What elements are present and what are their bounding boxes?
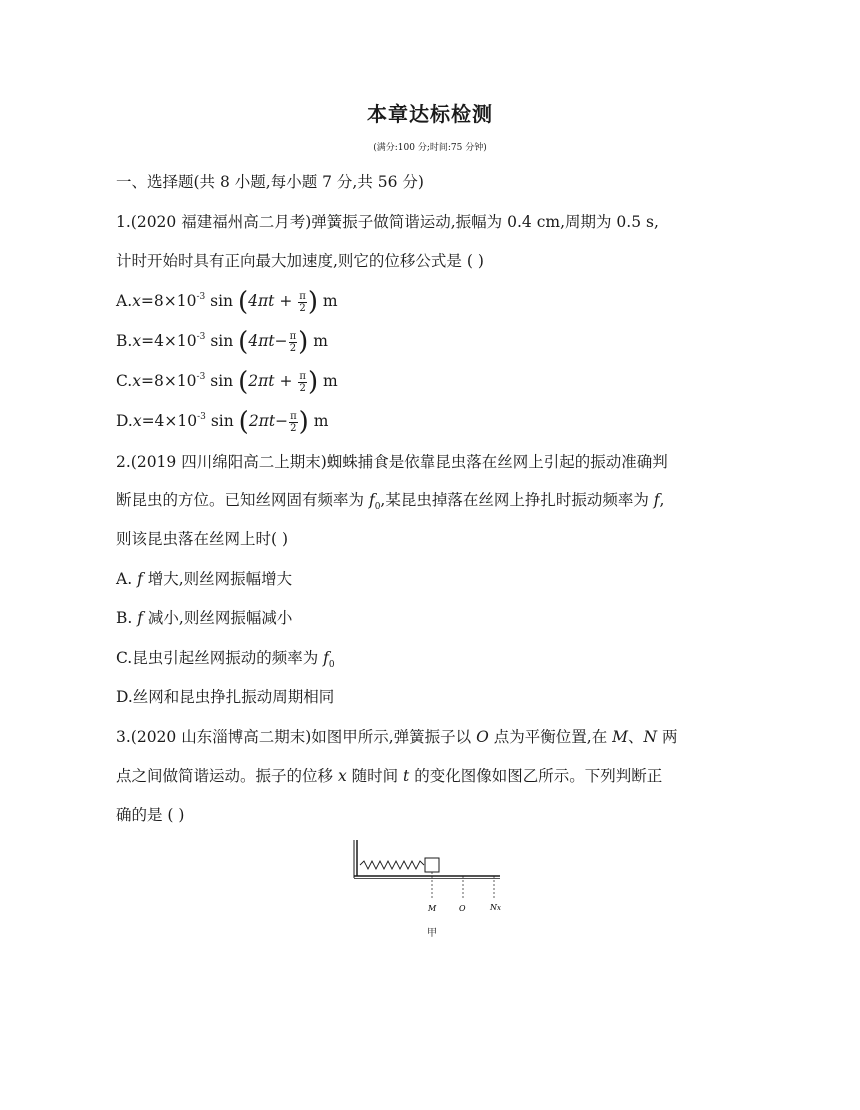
q2-stem-line-3: 则该昆虫落在丝网上时( ) bbox=[116, 530, 289, 548]
exponent: -3 bbox=[197, 412, 206, 422]
fraction bbox=[289, 411, 298, 434]
q1-stem-line-2: 计时开始时具有正向最大加速度,则它的位移公式是 ( ) bbox=[116, 252, 484, 270]
fraction bbox=[298, 291, 307, 314]
fraction-denominator: 2 bbox=[299, 382, 306, 394]
coefficient: =4×10 bbox=[141, 412, 198, 430]
section-heading: 一、选择题(共 8 小题,每小题 7 分,共 56 分) bbox=[116, 173, 424, 191]
fraction-denominator: 2 bbox=[289, 342, 297, 354]
var-f: f bbox=[137, 609, 143, 627]
phase-expr: 2πt + bbox=[248, 372, 298, 390]
exponent: -3 bbox=[196, 292, 206, 302]
paren-left: ( bbox=[237, 287, 249, 317]
var-x: x bbox=[132, 372, 141, 390]
q1-option-d bbox=[116, 407, 329, 437]
q2-stem-line-2 bbox=[116, 490, 664, 517]
text-run: 点为平衡位置,在 bbox=[488, 728, 613, 746]
paren-right: ) bbox=[307, 287, 318, 317]
q2-option-a bbox=[116, 569, 292, 589]
var-f: f bbox=[368, 491, 375, 509]
unit: m bbox=[308, 412, 329, 430]
fraction-numerator: π bbox=[299, 290, 306, 302]
text-run: 随时间 bbox=[346, 767, 404, 785]
label-n: N bbox=[490, 903, 497, 912]
phase-expr: 4πt− bbox=[248, 332, 288, 350]
option-letter: B. bbox=[116, 332, 133, 350]
var-x: x bbox=[337, 767, 347, 785]
var-x: x bbox=[132, 292, 141, 310]
fraction bbox=[289, 331, 298, 354]
label-o: O bbox=[459, 904, 466, 913]
option-text: 增大,则丝网振幅增大 bbox=[142, 570, 293, 588]
text-run: 断昆虫的方位。已知丝网固有频率为 bbox=[116, 491, 369, 509]
q1-option-c bbox=[116, 367, 338, 397]
var-f: f bbox=[323, 649, 329, 667]
text-run: 的变化图像如图乙所示。下列判断正 bbox=[409, 767, 663, 785]
option-letter: D. bbox=[116, 412, 133, 430]
option-letter: A. bbox=[116, 292, 133, 310]
text-run: 、 bbox=[628, 728, 644, 746]
text-run: , bbox=[659, 491, 665, 509]
text-run: 两 bbox=[657, 728, 678, 746]
var-f: f bbox=[137, 570, 143, 588]
coefficient: =8×10 bbox=[140, 372, 197, 390]
text-run: 3.(2020 山东淄博高二期末)如图甲所示,弹簧振子以 bbox=[116, 728, 477, 746]
fraction-denominator: 2 bbox=[299, 302, 306, 314]
q2-stem-line-1: 2.(2019 四川绵阳高二上期末)蜘蛛捕食是依靠昆虫落在丝网上引起的振动准确判 bbox=[116, 453, 668, 471]
label-m: M bbox=[428, 904, 437, 913]
unit: m bbox=[318, 372, 338, 390]
phase-expr: 4πt + bbox=[248, 292, 298, 310]
page-title: 本章达标检测 bbox=[367, 102, 493, 126]
q3-stem-line-2 bbox=[116, 766, 662, 786]
paren-left: ( bbox=[238, 327, 249, 357]
option-text: C.昆虫引起丝网振动的频率为 bbox=[116, 649, 324, 667]
exponent: -3 bbox=[196, 332, 206, 342]
fraction bbox=[298, 371, 307, 394]
point-o: O bbox=[476, 728, 489, 746]
function-name: sin bbox=[205, 412, 239, 430]
paren-left: ( bbox=[238, 367, 249, 397]
exponent: -3 bbox=[196, 372, 206, 382]
paren-right: ) bbox=[298, 327, 309, 357]
exam-info: (满分:100 分;时间:75 分钟) bbox=[373, 143, 487, 153]
function-name: sin bbox=[205, 372, 239, 390]
coefficient: =8×10 bbox=[140, 292, 197, 310]
fraction-numerator: π bbox=[289, 330, 297, 342]
var-f: f bbox=[653, 491, 660, 509]
unit: m bbox=[317, 292, 338, 310]
fraction-numerator: π bbox=[299, 370, 306, 382]
q3-stem-line-1 bbox=[116, 727, 678, 747]
figure-caption: 甲 bbox=[427, 928, 437, 939]
var-x: x bbox=[132, 412, 142, 430]
paren-right: ) bbox=[307, 367, 319, 397]
phase-expr: 2πt− bbox=[248, 412, 289, 430]
option-letter: A. bbox=[116, 570, 138, 588]
q2-option-d: D.丝网和昆虫挣扎振动周期相同 bbox=[116, 688, 335, 706]
subscript: 0 bbox=[328, 660, 335, 670]
text-run: ,某昆虫掉落在丝网上挣扎时振动频率为 bbox=[380, 491, 654, 509]
paren-right: ) bbox=[298, 407, 309, 437]
function-name: sin bbox=[205, 332, 239, 350]
function-name: sin bbox=[205, 292, 238, 310]
point-m: M bbox=[612, 728, 629, 746]
spring bbox=[360, 861, 424, 869]
coefficient: =4×10 bbox=[141, 332, 197, 350]
var-t: t bbox=[403, 767, 410, 785]
subscript: 0 bbox=[374, 502, 381, 512]
q1-stem-line-1: 1.(2020 福建福州高二月考)弹簧振子做简谐运动,振幅为 0.4 cm,周期为 0.5 s, bbox=[116, 213, 659, 231]
point-n: N bbox=[643, 728, 658, 746]
q1-option-b bbox=[116, 327, 328, 357]
spring-oscillator-figure bbox=[352, 838, 512, 918]
q2-option-c bbox=[116, 648, 335, 675]
fraction-numerator: π bbox=[290, 410, 297, 422]
fraction-denominator: 2 bbox=[290, 422, 297, 434]
q2-option-b bbox=[116, 608, 292, 628]
q3-stem-line-3: 确的是 ( ) bbox=[116, 806, 185, 824]
paren-left: ( bbox=[238, 407, 249, 437]
label-x: x bbox=[497, 904, 501, 912]
option-text: 减小,则丝网振幅减小 bbox=[143, 609, 293, 627]
block bbox=[425, 858, 439, 872]
q1-option-a bbox=[116, 287, 338, 317]
option-letter: C. bbox=[116, 372, 133, 390]
option-letter: B. bbox=[116, 609, 138, 627]
unit: m bbox=[308, 332, 328, 350]
text-run: 点之间做简谐运动。振子的位移 bbox=[116, 767, 338, 785]
var-x: x bbox=[132, 332, 142, 350]
